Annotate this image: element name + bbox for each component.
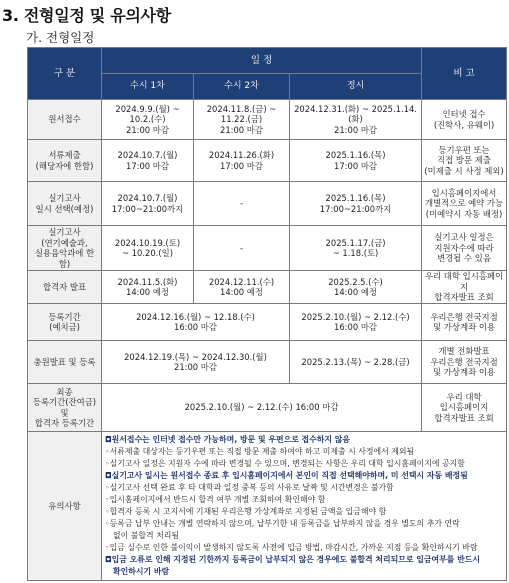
cell-remark: 입시홈페이지에서 개별적으로 예약 가능 (미예약시 자동 배정) <box>422 182 507 226</box>
note-item <box>105 458 503 470</box>
note-text: 입금 오류로 인해 지정된 기한까지 등록금이 납부되지 않은 경우에도 불합격 처리되므로 입금여부를 반드시 <box>111 555 480 564</box>
note-bullet-icon: ◘ <box>105 471 112 480</box>
note-text: 실기고사 일정은 지원자 수에 따라 변경될 수 있으며, 변경되는 사항은 우리 대학 입시홈페이지에 공지함 <box>109 459 465 468</box>
cell: 2025.2.13.(목) ~ 2.28.(금) <box>290 341 422 384</box>
cell-remark: 우리은행 전국지점 및 가상계좌 이용 <box>422 304 507 341</box>
cell-remark: 우리 대학 입시홈페이지 합격자발표 조회 <box>422 271 507 304</box>
note-text: 원서접수는 인터넷 접수만 가능하며, 방문 및 우편으로 접수하지 않음 <box>111 435 351 444</box>
note-text: 실기고사 선택 완료 후 타 대학과 일정 중복 등의 사유로 날짜 및 시간변경은 불가함 <box>109 483 394 492</box>
table-row <box>28 140 507 182</box>
header-early-2: 수시 2차 <box>194 74 290 100</box>
cell: 2024.11.8.(금) ~ 11.22.(금) 21:00 마감 <box>194 100 290 140</box>
note-text: 입금 실수로 인한 불이익이 발생하지 않도록 사전에 입금 방법, 마감시간, 가까운 지점 등을 확인하시기 바람 <box>109 543 478 552</box>
note-bullet-icon: ◘ <box>105 435 112 444</box>
header-schedule: 일 정 <box>102 48 422 74</box>
cell: 2024.11.26.(화) 17:00 마감 <box>194 140 290 182</box>
note-item <box>105 446 503 458</box>
note-text: 입시홈페이지에서 반드시 합격 여부 개별 조회하여 확인해야 함 <box>109 495 326 504</box>
row-label: 실기고사 (연기예술과, 실용음악과에 한함) <box>28 226 102 271</box>
note-item <box>105 434 503 446</box>
note-text: 확인하시기 바람 <box>113 567 170 576</box>
row-label: 원서접수 <box>28 100 102 140</box>
section-heading: 3. 전형일정 및 유의사항 <box>2 6 171 25</box>
header-regular: 정시 <box>290 74 422 100</box>
cell: 2024.12.11.(수) 14:00 예정 <box>194 271 290 304</box>
cell-remark: 실기고사 일정은 지원자수에 따라 변경될 수 있음 <box>422 226 507 271</box>
note-item <box>105 518 503 530</box>
notes-cell <box>102 432 507 581</box>
note-bullet-icon: ◦ <box>105 495 110 504</box>
note-item <box>105 542 503 554</box>
note-text: 서류제출 대상자는 등기우편 또는 직접 방문 제출 하여야 하고 미제출 시 사정에서 제외됨 <box>109 447 415 456</box>
cell-remark: 등기우편 또는 직접 방문 제출 (미제출 시 사정 제외) <box>422 140 507 182</box>
schedule-table <box>27 47 507 581</box>
table-row <box>28 182 507 226</box>
table-row <box>28 341 507 384</box>
note-item <box>105 530 503 542</box>
table-row <box>28 304 507 341</box>
note-item <box>105 494 503 506</box>
note-text: 등록금 납부 안내는 개별 연락하지 않으며, 납부기한 내 등록금을 납부하지 않을 경우 별도의 추가 연락 <box>109 519 460 528</box>
row-label: 등록기간 (예치금) <box>28 304 102 341</box>
notes-list <box>105 434 503 578</box>
note-item <box>105 482 503 494</box>
cell: 2024.12.19.(목) ~ 2024.12.30.(월) 21:00 마감 <box>102 341 290 384</box>
header-remarks: 비 고 <box>422 48 507 100</box>
cell: 2024.12.31.(화) ~ 2025.1.14.(화) 21:00 마감 <box>290 100 422 140</box>
table-row <box>28 271 507 304</box>
table-row <box>28 100 507 140</box>
cell: 2025.1.16.(목) 17:00 마감 <box>290 140 422 182</box>
note-bullet-icon: ◦ <box>105 459 110 468</box>
subsection-heading: 가. 전형일정 <box>26 30 95 45</box>
row-label: 합격자 발표 <box>28 271 102 304</box>
cell: - <box>194 182 290 226</box>
note-text: 합격자 등록 시 고지서에 기재된 우리은행 가상계좌로 지정된 금액을 입금해야 함 <box>109 507 387 516</box>
cell: 2025.2.10.(월) ~ 2.12.(수) 16:00 마감 <box>102 384 422 432</box>
row-label: 실기고사 일시 선택(예정) <box>28 182 102 226</box>
cell: - <box>194 226 290 271</box>
note-text: 없이 불합격 처리됨 <box>113 531 179 540</box>
note-text: 실기고사 일시는 원서접수 종료 후 입시홈페이지에서 본인이 직접 선택해야하며, 미 선택시 자동 배정됨 <box>111 471 468 480</box>
note-bullet-icon: ◦ <box>105 543 110 552</box>
cell: 2024.10.7.(월) 17:00 마감 <box>102 140 194 182</box>
row-label: 유의사항 <box>28 432 102 581</box>
cell: 2024.11.5.(화) 14:00 예정 <box>102 271 194 304</box>
cell: 2024.10.19.(토) ~ 10.20.(일) <box>102 226 194 271</box>
row-label: 충원발표 및 등록 <box>28 341 102 384</box>
row-label: 최종 등록기간(잔여금) 및 합격자 등록기간 <box>28 384 102 432</box>
cell: 2025.2.5.(수) 14:00 예정 <box>290 271 422 304</box>
cell: 2024.9.9.(월) ~ 10.2.(수) 21:00 마감 <box>102 100 194 140</box>
cell-remark: 개별 전화발표 우리은행 전국지점 및 가상계좌 이용 <box>422 341 507 384</box>
note-item <box>105 506 503 518</box>
table-row <box>28 384 507 432</box>
table-row <box>28 226 507 271</box>
cell: 2024.10.7.(월) 17:00~21:00까지 <box>102 182 194 226</box>
row-label: 서류제출 (해당자에 한함) <box>28 140 102 182</box>
note-bullet-icon: ◦ <box>105 507 110 516</box>
header-category: 구 분 <box>28 48 102 100</box>
note-bullet-icon: ◦ <box>105 519 110 528</box>
table-row <box>28 432 507 581</box>
cell: 2024.12.16.(월) ~ 12.18.(수) 16:00 마감 <box>102 304 290 341</box>
note-bullet-icon: ◦ <box>105 483 110 492</box>
cell: 2025.2.10.(월) ~ 2.12.(수) 16:00 마감 <box>290 304 422 341</box>
note-bullet-icon: ◦ <box>105 447 110 456</box>
cell-remark: 인터넷 접수 (진학사, 유웨이) <box>422 100 507 140</box>
note-bullet-icon: ◘ <box>105 555 112 564</box>
cell: 2025.1.16.(목) 17:00~21:00까지 <box>290 182 422 226</box>
cell-remark: 우리 대학 입시홈페이지 합격자발표 조회 <box>422 384 507 432</box>
note-item <box>105 566 503 578</box>
header-early-1: 수시 1차 <box>102 74 194 100</box>
note-item <box>105 470 503 482</box>
note-item <box>105 554 503 566</box>
cell: 2025.1.17.(금) ~ 1.18.(토) <box>290 226 422 271</box>
